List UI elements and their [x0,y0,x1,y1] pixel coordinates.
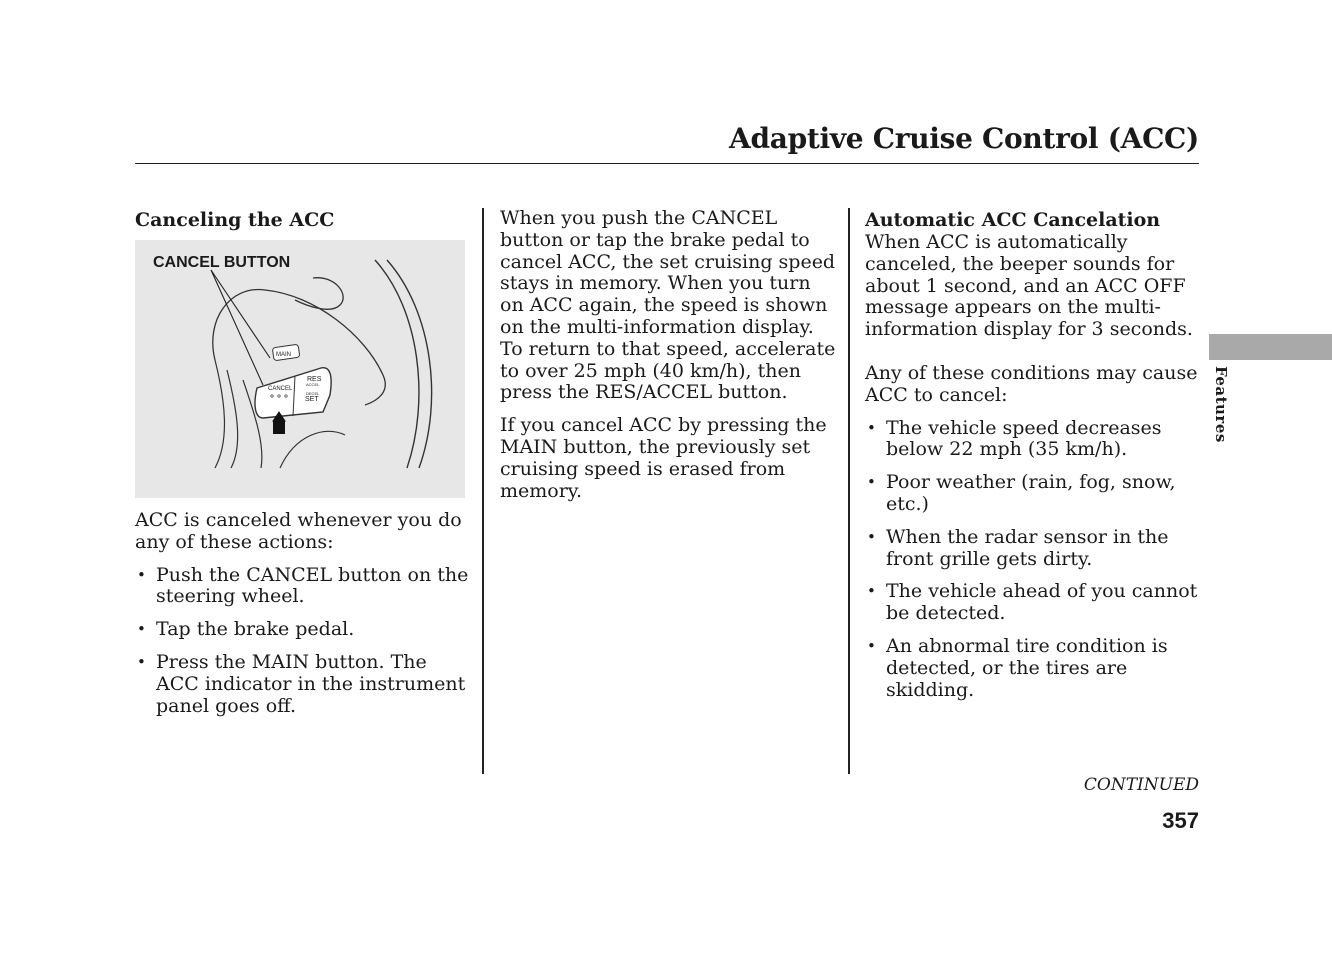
column-left [135,208,470,728]
list-item: • The vehicle speed decreases below 22 mph (35 km/h). [865,418,1205,462]
accel-button-label: ACCEL [306,382,320,387]
paragraph: If you cancel ACC by pressing the MAIN button, the previously set cruising speed is erased from memory. [500,414,827,502]
decel-button-label: DECEL [306,391,320,396]
set-button-label: SET [305,396,319,403]
section-label: Features [1212,366,1230,443]
list-item: • An abnormal tire condition is detected, or the tires are skidding. [865,636,1205,701]
list-item: • Press the MAIN button. The ACC indicator in the instrument panel goes off. [135,652,470,717]
column-divider [848,208,850,774]
steering-wheel-figure [135,240,465,498]
figure-callout-label: CANCEL BUTTON [153,254,291,271]
column-right [865,208,1205,712]
cancel-actions-list [135,565,470,718]
intro-paragraph: ACC is canceled whenever you do any of these actions: [135,509,462,553]
section-heading: Canceling the ACC [135,209,335,231]
list-item: • The vehicle ahead of you cannot be detected. [865,581,1205,625]
paragraph: Any of these conditions may cause ACC to cancel: [865,361,1198,406]
steering-wheel-illustration [135,240,465,498]
page-title: Adaptive Cruise Control (ACC) [729,122,1199,155]
list-item: • When the radar sensor in the front grille gets dirty. [865,527,1205,571]
main-button-label: MAIN [276,352,291,358]
list-item: • Poor weather (rain, fog, snow, etc.) [865,472,1205,516]
up-arrow-icon [273,421,285,434]
list-item: • Tap the brake pedal. [135,619,470,641]
section-heading: Automatic ACC Cancelation [865,209,1161,231]
column-middle [500,208,840,502]
continued-label: CONTINUED [1083,775,1199,795]
list-item: • Push the CANCEL button on the steering wheel. [135,565,470,609]
page-number: 357 [1162,808,1199,833]
column-divider [482,208,484,774]
paragraph: When ACC is automatically canceled, the beeper sounds for about 1 second, and an ACC OFF message appears on the multi-information display for 3 seconds. [865,231,1193,341]
section-tab [1209,334,1332,360]
res-button-label: RES [307,376,322,383]
cancel-conditions-list [865,418,1205,702]
title-rule [135,163,1199,164]
paragraph: When you push the CANCEL button or tap the brake pedal to cancel ACC, the set cruising speed stays in memory. When you turn on ACC again, the speed is shown on the multi-information display. To return to that speed, accelerate to over 25 mph (40 km/h), then press the RES/ACCEL button. [500,207,836,404]
cancel-button-label: CANCEL [268,386,293,392]
